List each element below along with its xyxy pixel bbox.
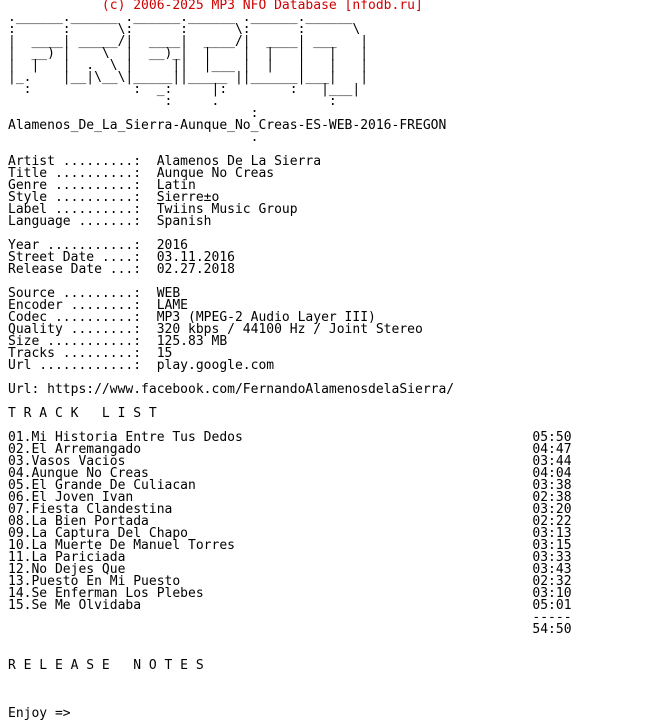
track-row: 07.Fiesta Clandestina 03:20 [8,502,572,517]
track-row: 13.Puesto En Mi Puesto 02:32 [8,574,572,589]
release-notes-heading: R E L E A S E N O T E S [8,658,204,673]
track-row: 05.El Grande De Culiacan 03:38 [8,478,572,493]
ascii-logo-line: | | | . \ | || |___ | | | | | [8,58,369,73]
track-row: 14.Se Enferman Los Plebes 03:10 [8,586,572,601]
tech-row: Source .........: WEB [8,286,181,301]
tech-row: Size ...........: 125.83 MB [8,334,228,349]
blank-line [8,672,572,684]
date-row: Release Date ...: 02.27.2018 [8,262,235,277]
ascii-logo-line: | ____| _____/| ____| ____/| ____| ___ | [8,34,369,49]
track-row: 09.La Captura Del Chapo 03:13 [8,526,572,541]
release-notes-text: Enjoy => [8,706,71,721]
copyright-line: (c) 2006-2025 MP3 NFO Database [nfodb.ru] [8,0,423,13]
url-line: Url: https://www.facebook.com/FernandoAlamenosdelaSierra/ [8,382,455,397]
info-row: Title ..........: Aunque No Creas [8,166,275,181]
tech-row: Encoder ........: LAME [8,298,189,313]
tech-row: Codec ..........: MP3 (MPEG-2 Audio Layer III) [8,310,376,325]
track-row: 04.Aunque No Creas 04:04 [8,466,572,481]
tracklist-heading: T R A C K L I S T [8,406,157,421]
info-row: Language .......: Spanish [8,214,212,229]
ascii-logo-line: : [8,106,259,121]
info-row: Genre ..........: Latin [8,178,196,193]
track-row: 12.No Dejes Que 03:43 [8,562,572,577]
release-name: Alamenos_De_La_Sierra-Aunque_No_Creas-ES-WEB-2016-FREGON [8,118,447,133]
ascii-logo-line: .______.______ .______.______ .______.______ [8,10,353,25]
info-row: Artist .........: Alamenos De La Sierra [8,154,322,169]
track-row: 06.El Joven Ivan 02:38 [8,490,572,505]
tech-row: Quality ........: 320 kbps / 44100 Hz / Joint Stereo [8,322,423,337]
blank-line [8,636,572,648]
total-time: 54:50 [8,622,572,637]
track-row: 11.La Pariciada 03:33 [8,550,572,565]
track-row: 10.La Muerte De Manuel Torres 03:15 [8,538,572,553]
release-dot: . [8,130,259,145]
track-row: 08.La Bien Portada 02:22 [8,514,572,529]
date-row: Year ...........: 2016 [8,238,189,253]
ascii-logo-line: : : _: |: : |___| [8,82,361,97]
nfo-text [8,0,572,720]
total-separator: ----- [8,610,572,625]
ascii-logo-line: : . : [8,94,337,109]
tech-row: Tracks .........: 15 [8,346,173,361]
track-row: 02.El Arremangado 04:47 [8,442,572,457]
info-row: Label ..........: Twiins Music Group [8,202,298,217]
track-row: 01.Mi Historia Entre Tus Dedos 05:50 [8,430,572,445]
ascii-logo-line: : : \: : \: : \ [8,22,361,37]
info-row: Style ..........: Sierre±o [8,190,220,205]
track-row: 15.Se Me Olvidaba 05:01 [8,598,572,613]
track-row: 03.Vasos Vacios 03:44 [8,454,572,469]
blank-line [8,696,572,708]
blank-line [8,684,572,696]
ascii-logo-line: | __) | \ | __)_| | | | | | | [8,46,369,61]
date-row: Street Date ....: 03.11.2016 [8,250,235,265]
ascii-logo-line: |_. |__|\__\|_____||_____ ||______|___| | [8,70,369,85]
tech-row: Url ............: play.google.com [8,358,275,373]
